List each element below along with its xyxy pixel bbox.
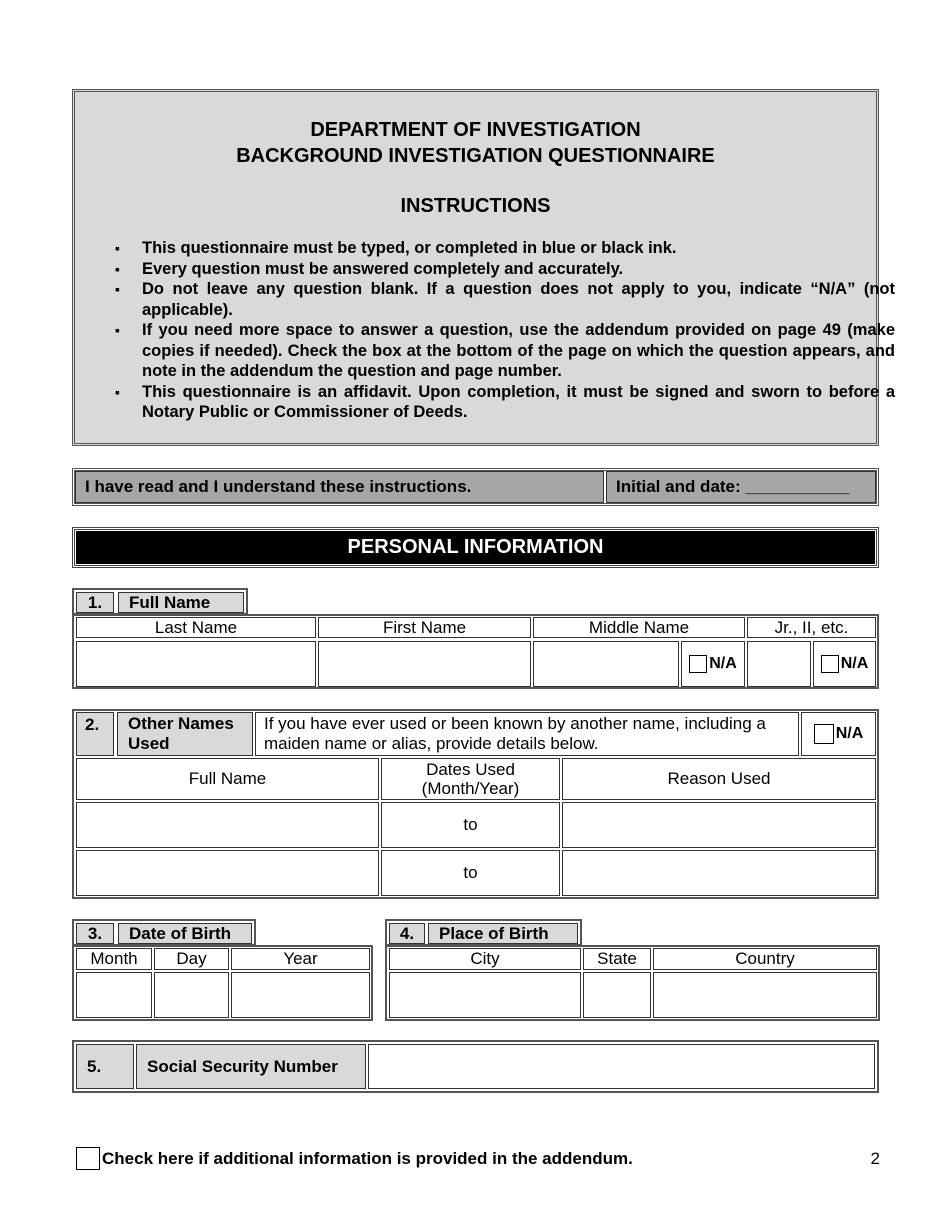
checkbox-icon bbox=[689, 655, 707, 673]
q1-number: 1. bbox=[76, 592, 114, 613]
q4-number: 4. bbox=[389, 923, 425, 944]
reason-used-input[interactable] bbox=[562, 802, 876, 848]
birth-month-input[interactable] bbox=[76, 972, 152, 1018]
reason-used-header: Reason Used bbox=[562, 758, 876, 800]
birth-state-input[interactable] bbox=[583, 972, 651, 1018]
other-full-name-header: Full Name bbox=[76, 758, 379, 800]
q3-label-box bbox=[72, 919, 256, 946]
instruction-item: ▪ This questionnaire must be typed, or completed in blue or black ink. bbox=[142, 238, 895, 259]
na-label: N/A bbox=[709, 655, 737, 672]
dates-used-line2: (Month/Year) bbox=[421, 779, 520, 798]
instructions-box bbox=[72, 89, 895, 446]
department-title: DEPARTMENT OF INVESTIGATION bbox=[310, 119, 641, 141]
instruction-item: ▪ This questionnaire is an affidavit. Upon completion, it must be signed and sworn to before a Notary Public or Commissioner of Deeds. bbox=[142, 382, 895, 423]
q2-number: 2. bbox=[76, 712, 114, 756]
q2-label-line1: Other Names bbox=[128, 714, 234, 733]
middle-name-input[interactable] bbox=[533, 641, 679, 687]
q1-table bbox=[72, 614, 879, 689]
q1-label-box bbox=[72, 588, 248, 615]
addendum-checkbox[interactable] bbox=[76, 1147, 100, 1170]
other-name-input[interactable] bbox=[76, 850, 379, 896]
q1-label: Full Name bbox=[118, 592, 244, 613]
acknowledgement-row bbox=[72, 468, 879, 506]
dates-used-input[interactable] bbox=[381, 850, 560, 896]
q3-number: 3. bbox=[76, 923, 114, 944]
addendum-label: Check here if additional information is provided in the addendum. bbox=[102, 1149, 633, 1168]
month-header: Month bbox=[76, 948, 152, 970]
day-header: Day bbox=[154, 948, 229, 970]
last-name-input[interactable] bbox=[76, 641, 316, 687]
country-header: Country bbox=[653, 948, 877, 970]
middle-name-na-checkbox[interactable] bbox=[681, 641, 745, 687]
page-number: 2 bbox=[870, 1149, 880, 1168]
q4-label-box bbox=[385, 919, 582, 946]
other-name-input[interactable] bbox=[76, 802, 379, 848]
ssn-input[interactable] bbox=[368, 1044, 875, 1089]
instruction-item: ▪ Do not leave any question blank. If a question does not apply to you, indicate “N/A” (not applicable). bbox=[142, 279, 895, 320]
questionnaire-title: BACKGROUND INVESTIGATION QUESTIONNAIRE bbox=[236, 145, 715, 167]
to-label: to bbox=[463, 863, 478, 882]
q2-table bbox=[72, 709, 879, 899]
section-header bbox=[72, 527, 879, 568]
checkbox-icon bbox=[821, 655, 839, 673]
last-name-header: Last Name bbox=[76, 617, 316, 638]
section-title: PERSONAL INFORMATION bbox=[76, 531, 875, 564]
q4-label: Place of Birth bbox=[428, 923, 578, 944]
first-name-input[interactable] bbox=[318, 641, 531, 687]
city-header: City bbox=[389, 948, 581, 970]
q5-number: 5. bbox=[76, 1044, 134, 1089]
year-header: Year bbox=[231, 948, 370, 970]
suffix-input[interactable] bbox=[747, 641, 811, 687]
q2-na-checkbox[interactable] bbox=[801, 712, 876, 756]
birth-day-input[interactable] bbox=[154, 972, 229, 1018]
suffix-na-checkbox[interactable] bbox=[813, 641, 876, 687]
state-header: State bbox=[583, 948, 651, 970]
reason-used-input[interactable] bbox=[562, 850, 876, 896]
birth-country-input[interactable] bbox=[653, 972, 877, 1018]
to-label: to bbox=[463, 815, 478, 834]
na-label: N/A bbox=[840, 655, 869, 672]
birth-year-input[interactable] bbox=[231, 972, 370, 1018]
q5-row bbox=[72, 1040, 879, 1093]
dates-used-input[interactable] bbox=[381, 802, 560, 848]
q2-label-line2: Used bbox=[128, 734, 170, 753]
checkbox-icon bbox=[814, 724, 834, 744]
birth-city-input[interactable] bbox=[389, 972, 581, 1018]
acknowledgement-statement: I have read and I understand these instructions. bbox=[75, 471, 604, 503]
q2-label bbox=[117, 712, 253, 756]
q2-instruction: If you have ever used or been known by another name, including a maiden name or alias, provide details below. bbox=[255, 712, 799, 756]
na-label: N/A bbox=[835, 725, 864, 742]
instructions-heading: INSTRUCTIONS bbox=[400, 195, 551, 217]
middle-name-header: Middle Name bbox=[533, 617, 745, 638]
instruction-item: ▪ Every question must be answered completely and accurately. bbox=[142, 259, 895, 280]
q4-table bbox=[385, 945, 880, 1021]
q3-table bbox=[72, 945, 373, 1021]
instructions-list bbox=[115, 238, 895, 423]
initial-and-date-field[interactable]: Initial and date: ___________ bbox=[606, 471, 876, 503]
suffix-header: Jr., II, etc. bbox=[747, 617, 876, 638]
dates-used-header bbox=[381, 758, 560, 800]
q3-label: Date of Birth bbox=[118, 923, 252, 944]
first-name-header: First Name bbox=[318, 617, 531, 638]
instruction-item: ▪ If you need more space to answer a question, use the addendum provided on page 49 (make copies if needed). Check the box at the bottom of the page on which the question appears, and note in the addendum the question and page number. bbox=[142, 320, 895, 382]
dates-used-line1: Dates Used bbox=[426, 760, 515, 779]
q5-label: Social Security Number bbox=[136, 1044, 366, 1089]
